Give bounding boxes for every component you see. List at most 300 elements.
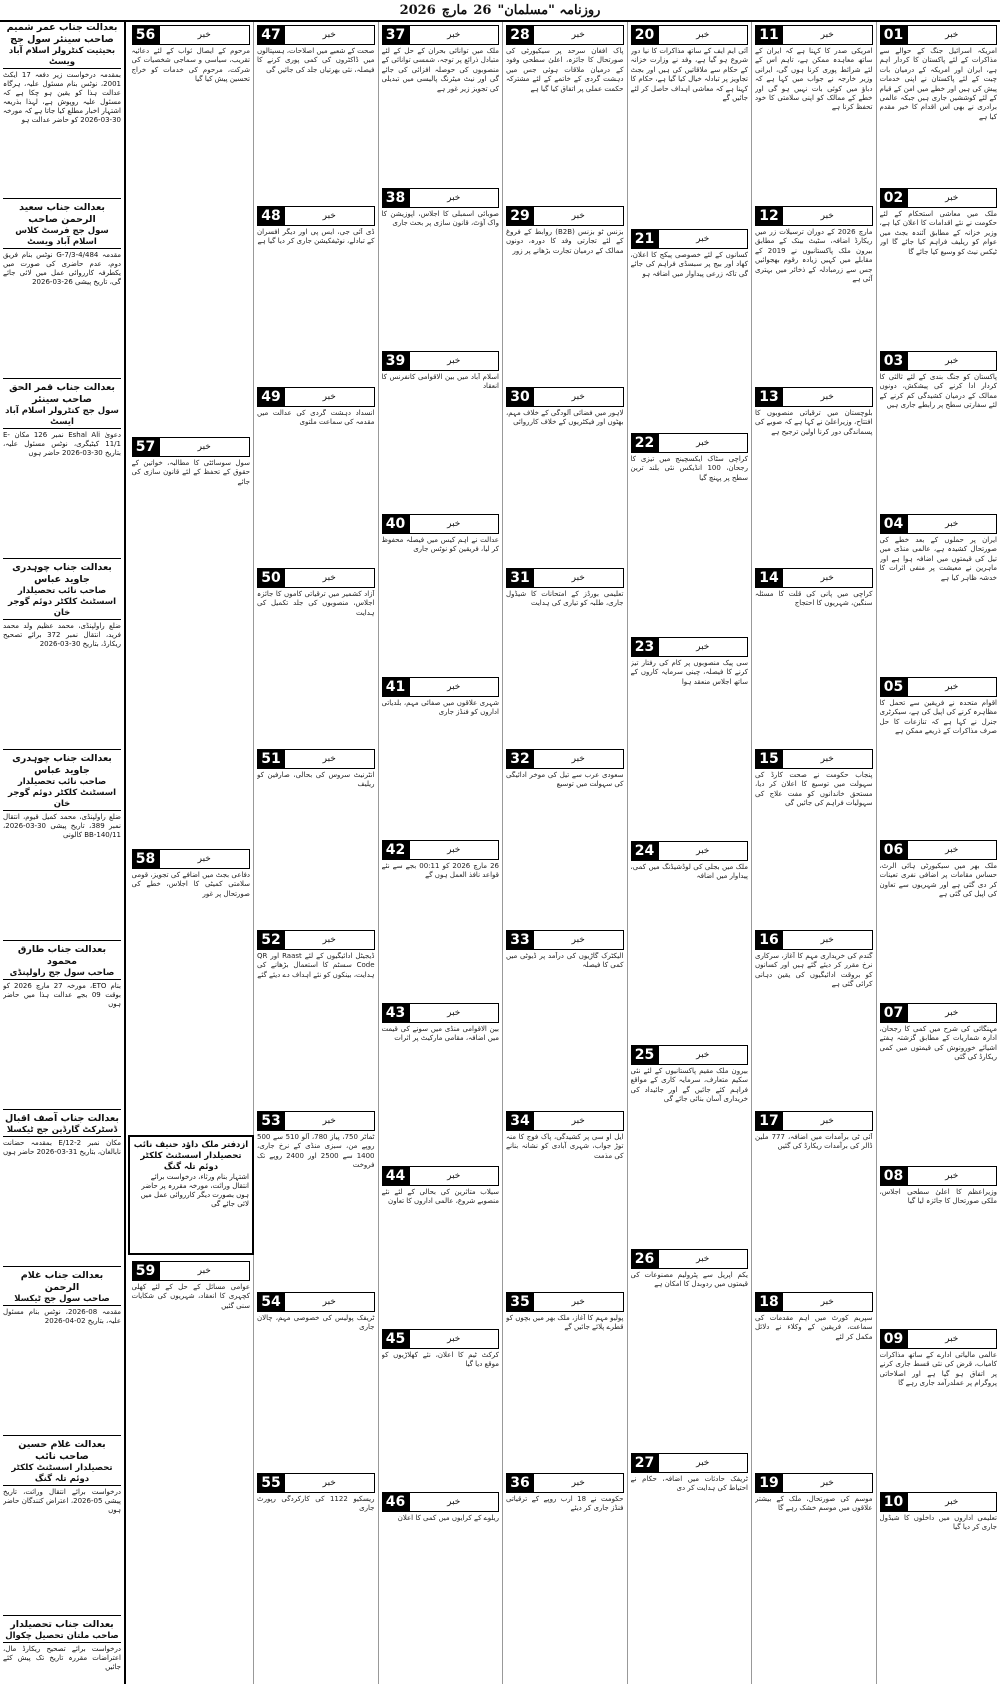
news-item-text: بیرون ملک مقیم پاکستانیوں کے لئے نئی سکیم متعارف، سرمایہ کاری کے مواقع فراہم کئے جائیں گے اور جائیداد کی خریداری آسان بنائی جائے گی xyxy=(630,1067,748,1104)
news-item-number: 35 xyxy=(506,1292,534,1312)
news-item-label: خبر xyxy=(908,351,998,371)
news-item-number: 24 xyxy=(631,841,659,861)
news-item-text: مہنگائی کی شرح میں کمی کا رجحان، ادارہ شماریات کے مطابق گزشتہ ہفتے اشیائے خورونوش کی قیمتوں میں کمی ریکارڈ کی گئی xyxy=(879,1025,997,1062)
news-item xyxy=(506,1473,624,1651)
news-item-badge xyxy=(880,351,998,371)
news-item xyxy=(506,1111,624,1289)
news-item-label: خبر xyxy=(534,387,624,407)
legal-notice-court: بعدالت جناب چوہدری جاوید عباس xyxy=(12,562,112,585)
news-item-text: تعلیمی بورڈز کے امتحانات کا شیڈول جاری، طلبہ کو تیاری کی ہدایت xyxy=(506,590,624,608)
news-item xyxy=(506,568,624,746)
news-column xyxy=(751,22,876,1684)
news-item-text: شہری علاقوں میں صفائی مہم، بلدیاتی اداروں کو فنڈز جاری xyxy=(381,699,499,717)
news-item-text: لاہور میں فضائی آلودگی کے خلاف مہم، بھٹوں اور فیکٹریوں کے خلاف کارروائی xyxy=(506,409,624,427)
legal-notice-court: بعدالت جناب آصف اقبال xyxy=(5,1113,119,1124)
news-item-number: 22 xyxy=(631,433,659,453)
news-item-text: کسانوں کے لئے خصوصی پیکج کا اعلان، کھاد اور بیج پر سبسڈی فراہم کی جائے گی تاکہ زرعی پیداوار میں اضافہ ہو xyxy=(630,251,748,278)
news-column xyxy=(378,22,503,1684)
news-item-label: خبر xyxy=(410,1492,500,1512)
news-item-text: حکومت نے 18 ارب روپے کے ترقیاتی فنڈز جاری کر دیئے xyxy=(506,1495,624,1513)
legal-notice-office: ڈسٹرکٹ گارڈین جج ٹیکسلا xyxy=(3,1125,121,1137)
news-item-number: 14 xyxy=(755,568,783,588)
news-item-badge xyxy=(880,514,998,534)
news-item-number: 48 xyxy=(257,206,285,226)
news-item-label: خبر xyxy=(534,1292,624,1312)
news-item-number: 55 xyxy=(257,1473,285,1493)
news-item-badge xyxy=(506,930,624,950)
news-item-text: کراچی میں پانی کی قلت کا مسئلہ سنگین، شہریوں کا احتجاج xyxy=(755,590,873,608)
news-item-label: خبر xyxy=(659,637,749,657)
news-item-number: 51 xyxy=(257,749,285,769)
news-item-badge xyxy=(257,1292,375,1312)
news-item-badge xyxy=(382,514,500,534)
news-item-text: سول سوسائٹی کا مطالبہ، خواتین کے حقوق کے تحفظ کے لئے قانون سازی کی جائے xyxy=(131,459,250,486)
news-item-number: 09 xyxy=(880,1329,908,1349)
legal-notice-text: ضلع راولپنڈی، محمد عظیم ولد محمد فرید، انتقال نمبر 372 برائے تصحیح ریکارڈ، بتاریخ 30-03-2026 xyxy=(3,622,121,648)
news-item-number: 52 xyxy=(257,930,285,950)
news-item xyxy=(132,437,251,846)
news-column xyxy=(627,22,752,1684)
news-item-number: 36 xyxy=(506,1473,534,1493)
news-item-badge xyxy=(755,25,873,45)
news-item xyxy=(880,1166,998,1326)
news-item-label: خبر xyxy=(908,25,998,45)
news-item-number: 41 xyxy=(382,677,410,697)
news-item-number: 56 xyxy=(132,25,160,45)
news-item xyxy=(755,1292,873,1470)
news-item xyxy=(631,1045,749,1246)
news-item-badge xyxy=(257,568,375,588)
legal-notice-office: بحیثیت کنٹرولر اسلام آباد ویسٹ xyxy=(3,46,121,69)
news-item xyxy=(755,1111,873,1289)
news-item-label: خبر xyxy=(908,1329,998,1349)
news-item-number: 43 xyxy=(382,1003,410,1023)
legal-notice-court: بعدالت غلام حسین صاحب نائب xyxy=(18,1439,106,1462)
news-item-badge xyxy=(755,568,873,588)
news-item-label: خبر xyxy=(783,206,873,226)
news-item-number: 25 xyxy=(631,1045,659,1065)
news-item-label: خبر xyxy=(908,677,998,697)
news-item-badge xyxy=(631,841,749,861)
boxed-notice-text: اشتہار بنام ورثاء، درخواست برائے انتقال وراثت، مورخہ مقررہ پر حاضر ہوں بصورت دیگر کارروائی عمل میں لائی جائے گی xyxy=(140,1173,249,1208)
news-item-number: 50 xyxy=(257,568,285,588)
legal-notice xyxy=(3,382,121,559)
news-item-number: 29 xyxy=(506,206,534,226)
news-item-text: ایران پر حملوں کے بعد خطے کی صورتحال کشیدہ ہے، عالمی منڈی میں تیل کی قیمتوں میں اضافہ ہوا ہے اور ماہرین نے معیشت پر منفی اثرات کا خدشہ ظاہر کیا ہے xyxy=(879,536,997,582)
news-item-number: 20 xyxy=(631,25,659,45)
legal-notice xyxy=(3,562,121,750)
legal-notice xyxy=(3,1113,121,1267)
news-item-text: امریکی صدر کا کہنا ہے کہ ایران کے ساتھ معاہدہ ممکن ہے، تاہم اس کے لئے شرائط پوری کرنا ہوں گی، ایرانی وزیر خارجہ نے جواب میں کہا ہے کہ دباؤ میں کوئی بات نہیں ہو گی اور خطے کے ممالک کو اپنی سلامتی کا خود تحفظ کرنا ہے xyxy=(755,47,873,112)
news-item-badge xyxy=(506,1292,624,1312)
news-item-number: 45 xyxy=(382,1329,410,1349)
legal-notice xyxy=(3,1270,121,1436)
news-item-number: 33 xyxy=(506,930,534,950)
news-item-text: بین الاقوامی منڈی میں سونے کی قیمت میں اضافہ، مقامی مارکیٹ پر اثرات xyxy=(381,1025,499,1043)
news-item-label: خبر xyxy=(783,1111,873,1131)
legal-notice-text: دعویٰ Eshal Ali نمبر 126 مکان E-11/1 کیٹیگری، نوٹس مسئول علیہ، بتاریخ 30-03-2026 حاضر ہوں xyxy=(3,431,121,457)
news-item-text: عدالت نے اہم کیس میں فیصلہ محفوظ کر لیا، فریقین کو نوٹس جاری xyxy=(381,536,499,554)
news-item xyxy=(382,351,500,511)
news-item-number: 58 xyxy=(132,849,160,869)
news-item-text: آزاد کشمیر میں ترقیاتی کاموں کا جائزہ اجلاس، منصوبوں کی جلد تکمیل کی ہدایت xyxy=(257,590,375,617)
legal-notice xyxy=(3,1439,121,1616)
news-item-label: خبر xyxy=(285,1292,375,1312)
legal-notice-court: بعدالت جناب غلام الرحمن xyxy=(20,1270,104,1293)
news-item-number: 10 xyxy=(880,1492,908,1512)
news-item-number: 42 xyxy=(382,840,410,860)
news-item xyxy=(382,677,500,837)
legal-notice xyxy=(3,1619,121,1684)
news-item-badge xyxy=(755,1111,873,1131)
news-item-number: 28 xyxy=(506,25,534,45)
date-month: مارچ xyxy=(441,2,468,18)
news-item xyxy=(382,25,500,185)
legal-notice-office: صاحب ملتان تحصیل چکوال xyxy=(3,1631,121,1643)
news-item xyxy=(880,1492,998,1652)
news-item-number: 06 xyxy=(880,840,908,860)
news-item xyxy=(880,677,998,837)
news-item-label: خبر xyxy=(659,229,749,249)
news-item-text: سعودی عرب سے تیل کی موخر ادائیگی کی سہولت میں توسیع xyxy=(506,771,624,789)
news-item-badge xyxy=(257,387,375,407)
news-item-number: 13 xyxy=(755,387,783,407)
news-item xyxy=(382,1003,500,1163)
news-item-badge xyxy=(382,25,500,45)
news-item-number: 53 xyxy=(257,1111,285,1131)
news-item-label: خبر xyxy=(285,568,375,588)
news-item-badge xyxy=(880,188,998,208)
news-item-label: خبر xyxy=(783,749,873,769)
news-item-badge xyxy=(755,1473,873,1493)
news-item-text: اقوام متحدہ نے فریقین سے تحمل کا مظاہرہ کرنے کی اپیل کی ہے، سیکرٹری جنرل نے کہا ہے کہ تنازعات کا حل صرف مذاکرات کے ذریعے ممکن ہے xyxy=(879,699,997,736)
legal-notice-court: بعدالت جناب طارق محمود xyxy=(17,944,107,967)
news-item xyxy=(382,840,500,1000)
legal-notice-office: سول جج فرسٹ کلاس اسلام آباد ویسٹ xyxy=(3,226,121,249)
legal-notice-text: درخواست برائے تصحیح ریکارڈ مال، اعتراضات مقررہ تاریخ تک پیش کئے جائیں xyxy=(3,1645,121,1671)
news-item xyxy=(257,206,375,384)
news-item-label: خبر xyxy=(285,1111,375,1131)
news-item-badge xyxy=(506,387,624,407)
legal-notice-court: بعدالت جناب قمر الحق صاحب سینئر xyxy=(9,382,115,405)
news-item xyxy=(257,568,375,746)
news-item xyxy=(631,25,749,226)
news-item-number: 47 xyxy=(257,25,285,45)
legal-notice-text: درخواست برائے انتقال وراثت، تاریخ پیشی 05-2026، اعتراض کنندگان حاضر ہوں xyxy=(3,1488,121,1514)
news-item-label: خبر xyxy=(659,433,749,453)
news-item-label: خبر xyxy=(783,387,873,407)
news-item-label: خبر xyxy=(410,514,500,534)
news-item-text: پاک افغان سرحد پر سیکیورٹی کی صورتحال کا جائزہ، اعلیٰ سطحی وفود کے درمیان ملاقات ہوئی جس میں دہشت گردی کے خاتمے کے لئے مشترکہ حکمت عملی پر اتفاق کیا گیا ہے xyxy=(506,47,624,93)
news-item-label: خبر xyxy=(285,25,375,45)
news-item xyxy=(631,1249,749,1450)
legal-notice-court: بعدالت جناب عمر شمیم صاحب سینئر سول جج xyxy=(6,22,118,45)
news-item-text: کرکٹ ٹیم کا اعلان، نئے کھلاڑیوں کو موقع دیا گیا xyxy=(381,1351,499,1369)
news-item-number: 49 xyxy=(257,387,285,407)
news-item-number: 40 xyxy=(382,514,410,534)
news-item-label: خبر xyxy=(659,1249,749,1269)
news-item-label: خبر xyxy=(908,1492,998,1512)
news-item-label: خبر xyxy=(410,25,500,45)
news-item-label: خبر xyxy=(410,351,500,371)
news-item xyxy=(755,387,873,565)
news-item-text: ڈیجیٹل ادائیگیوں کے لئے Raast اور QR Code سسٹم کا استعمال بڑھانے کی ہدایت، بینکوں کو نئے اہداف دے دیئے گئے xyxy=(257,952,375,979)
news-items-grid xyxy=(128,22,1000,1684)
news-item-label: خبر xyxy=(410,1329,500,1349)
legal-notice xyxy=(3,753,121,941)
news-item xyxy=(257,25,375,203)
news-item-badge xyxy=(755,930,873,950)
news-item-text: تعلیمی اداروں میں داخلوں کا شیڈول جاری کر دیا گیا xyxy=(879,1514,997,1532)
news-item-badge xyxy=(631,229,749,249)
news-item-label: خبر xyxy=(160,25,251,45)
news-item-label: خبر xyxy=(908,1166,998,1186)
news-item-number: 18 xyxy=(755,1292,783,1312)
news-item-text: ٹریفک پولیس کی خصوصی مہم، چالان جاری xyxy=(257,1314,375,1332)
news-item xyxy=(631,229,749,430)
news-item-badge xyxy=(382,1166,500,1186)
news-item-text: ریلوے کے کرایوں میں کمی کا اعلان xyxy=(397,1514,499,1522)
news-item-badge xyxy=(382,1492,500,1512)
legal-notice-text: مکان نمبر 2-E/12 بمقدمہ حضانت نابالغان، بتاریخ 31-03-2026 حاضر ہوں xyxy=(3,1139,121,1156)
news-item xyxy=(880,1329,998,1489)
news-item xyxy=(755,930,873,1108)
news-item-label: خبر xyxy=(783,1292,873,1312)
news-item xyxy=(506,387,624,565)
news-item-badge xyxy=(506,568,624,588)
legal-notice-text: مقدمہ 08-2026، نوٹس بنام مسئول علیہ، بتاریخ 02-04-2026 xyxy=(3,1308,121,1325)
legal-notice xyxy=(3,202,121,379)
news-item-text: صوبائی اسمبلی کا اجلاس، اپوزیشن کا واک آؤٹ، قانون سازی پر بحث جاری xyxy=(381,210,499,228)
news-item-number: 44 xyxy=(382,1166,410,1186)
legal-notice-text: ضلع راولپنڈی، محمد کمیل قیوم، انتقال نمبر 389، تاریخ پیشی 30-03-2026، BB-140/11 کالونی xyxy=(3,813,121,839)
news-item xyxy=(132,1261,251,1670)
news-item xyxy=(755,749,873,927)
news-item-number: 37 xyxy=(382,25,410,45)
news-item-label: خبر xyxy=(534,206,624,226)
news-item-badge xyxy=(506,1473,624,1493)
news-item xyxy=(257,387,375,565)
news-item-badge xyxy=(382,351,500,371)
news-item-badge xyxy=(382,840,500,860)
news-item-badge xyxy=(382,1329,500,1349)
news-item-badge xyxy=(382,677,500,697)
news-item-text: سیلاب متاثرین کی بحالی کے لئے نئے منصوبے شروع، عالمی اداروں کا تعاون xyxy=(381,1188,499,1206)
news-item-text: آئی ایم ایف کے ساتھ مذاکرات کا نیا دور شروع ہو گیا ہے، وفد نے وزارت خزانہ کے حکام سے ملاقاتیں کی ہیں اور بجٹ تجاویز پر تبادلہ خیال کیا گیا ہے، حکام کا کہنا ہے کہ معاشی اہداف حاصل کر لئے جائیں گے xyxy=(630,47,748,103)
legal-notice-court: بعدالت جناب تحصیلدار xyxy=(10,1619,114,1630)
news-item-text: الیکٹرک گاڑیوں کی درآمد پر ڈیوٹی میں کمی کا فیصلہ xyxy=(506,952,624,970)
news-item-badge xyxy=(880,25,998,45)
news-item-number: 34 xyxy=(506,1111,534,1131)
news-column xyxy=(876,22,1000,1684)
news-item-badge xyxy=(257,206,375,226)
legal-notice xyxy=(3,944,121,1110)
news-item-text: ڈی آئی جی، ایس پی اور دیگر افسران کے تبادلے، نوٹیفکیشن جاری کر دیا گیا ہے xyxy=(257,228,375,246)
news-item-number: 31 xyxy=(506,568,534,588)
news-item xyxy=(755,1473,873,1651)
news-item-number: 01 xyxy=(880,25,908,45)
legal-notice-office: صاحب سول جج ٹیکسلا xyxy=(3,1294,121,1306)
news-item xyxy=(506,206,624,384)
legal-notice-text: بمقدمہ درخواست زیر دفعہ 17 ایکٹ 2001، نوٹس بنام مسئول علیہ، ہرگاہ عدالت ہذا کو یقین ہو چکا ہے کہ مسئول علیہ روپوش ہے، لہذا بذریعہ اشتہار اخبار مطلع کیا جاتا ہے کہ مورخہ 30-03-2026 کو حاضر عدالت ہو xyxy=(3,71,121,124)
news-item-number: 54 xyxy=(257,1292,285,1312)
boxed-notice-title: ازدفتر ملک داؤد حنیف نائب تحصیلدار اسسٹنٹ کلکٹر دوئم تلہ گنگ xyxy=(133,1140,249,1172)
news-item-number: 23 xyxy=(631,637,659,657)
news-item-number: 59 xyxy=(132,1261,160,1281)
legal-notice xyxy=(3,22,121,199)
news-item xyxy=(506,749,624,927)
news-item-text: ریسکیو 1122 کی کارکردگی رپورٹ جاری xyxy=(257,1495,375,1513)
news-item-number: 21 xyxy=(631,229,659,249)
date-year: 2026 xyxy=(399,2,436,18)
news-item-label: خبر xyxy=(659,841,749,861)
news-item-number: 17 xyxy=(755,1111,783,1131)
news-item-label: خبر xyxy=(783,1473,873,1493)
news-item-label: خبر xyxy=(659,1045,749,1065)
news-item-label: خبر xyxy=(410,188,500,208)
news-item-label: خبر xyxy=(783,930,873,950)
news-item-badge xyxy=(506,749,624,769)
news-item-label: خبر xyxy=(783,25,873,45)
news-item-number: 03 xyxy=(880,351,908,371)
news-item xyxy=(631,841,749,1042)
news-item-text: گندم کی خریداری مہم کا آغاز، سرکاری نرخ مقرر کر دیئے گئے ہیں اور کسانوں کو بروقت ادائیگیوں کی یقین دہانی کرائی گئی ہے xyxy=(755,952,873,989)
news-item-badge xyxy=(755,206,873,226)
news-item-text: ملک میں بجلی کی لوڈشیڈنگ میں کمی، پیداوار میں اضافہ xyxy=(630,863,748,881)
news-item xyxy=(880,1003,998,1163)
news-item-badge xyxy=(631,25,749,45)
legal-notice-office: تحصیلدار اسسٹنٹ کلکٹر دوئم تلہ گنگ xyxy=(3,1463,121,1486)
news-item-label: خبر xyxy=(160,1261,251,1281)
news-item-text: ملک میں توانائی بحران کے حل کے لئے متبادل ذرائع پر توجہ، شمسی توانائی کے منصوبوں کی حوصلہ افزائی کی جائے گی اور نیٹ میٹرنگ پالیسی میں تبدیلی کی تجویز زیر غور ہے xyxy=(381,47,499,93)
news-item-text: مرحوم کے ایصال ثواب کے لئے دعائیہ تقریب، سیاسی و سماجی شخصیات کی شرکت، مرحوم کی خدمات کو خراج تحسین پیش کیا گیا xyxy=(131,47,250,84)
news-item-number: 08 xyxy=(880,1166,908,1186)
news-item-text: مارچ 2026 کے دوران ترسیلات زر میں ریکارڈ اضافہ، سٹیٹ بینک کے مطابق بیرون ملک پاکستانیوں نے 2019 کے مقابلے میں کہیں زیادہ رقوم بھجوائیں جس سے زرمبادلہ کے ذخائر میں بہتری آئی ہے xyxy=(755,228,873,284)
news-item-number: 07 xyxy=(880,1003,908,1023)
news-item-number: 02 xyxy=(880,188,908,208)
legal-notice-text: مقدمہ 484/G-7/3-4 نوٹس بنام فریق دوم، عدم حاضری کی صورت میں یکطرفہ کارروائی عمل میں لائی جائے گی، تاریخ پیشی 26-03-2026 xyxy=(3,251,121,286)
news-item xyxy=(382,1329,500,1489)
news-item-label: خبر xyxy=(659,25,749,45)
news-item-badge xyxy=(257,1473,375,1493)
news-item-number: 04 xyxy=(880,514,908,534)
legal-notice-office: صاحب نائب تحصیلدار اسسٹنٹ کلکٹر دوئم گوجر خان xyxy=(3,777,121,811)
news-item-label: خبر xyxy=(534,749,624,769)
news-item-badge xyxy=(506,25,624,45)
news-item xyxy=(755,206,873,384)
legal-notice-office: صاحب نائب تحصیلدار اسسٹنٹ کلکٹر دوئم گوجر خان xyxy=(3,586,121,620)
news-item-badge xyxy=(631,433,749,453)
news-item-text: بلوچستان میں ترقیاتی منصوبوں کا افتتاح، وزیراعلیٰ نے کہا ہے کہ صوبے کی پسماندگی دور کرنا اولین ترجیح ہے xyxy=(755,409,873,436)
news-item-text: امریکہ اسرائیل جنگ کے حوالے سے مذاکرات کے لئے پاکستان کا کردار اہم ہے، ایران اور امریکہ کے درمیان بات چیت کے لئے پاکستان نے اپنی خدمات پیش کی ہیں اور خطے میں امن کے قیام کے لئے کوششیں جاری ہیں جبکہ عالمی برادری نے بھی اس اقدام کا خیر مقدم کیا ہے xyxy=(879,47,997,121)
legal-notice-text: بنام ETO، مورخہ 27 مارچ 2026 کو بوقت 09 بجے عدالت ہذا میں حاضر ہوں xyxy=(3,982,121,1008)
news-item-badge xyxy=(257,749,375,769)
news-item-number: 30 xyxy=(506,387,534,407)
news-item-badge xyxy=(880,677,998,697)
news-item-label: خبر xyxy=(285,387,375,407)
legal-notice-office: سول جج کنٹرولر اسلام آباد ایسٹ xyxy=(3,406,121,429)
news-item-badge xyxy=(755,749,873,769)
news-item xyxy=(132,25,251,434)
news-item-label: خبر xyxy=(410,677,500,697)
legal-notice-court: بعدالت جناب چوہدری جاوید عباس xyxy=(12,753,112,776)
newspaper-title: روزنامہ "مسلمان" xyxy=(497,2,601,18)
news-item-text: ایل او سی پر کشیدگی، پاک فوج کا منہ توڑ جواب، شہری آبادی کو نشانہ بنانے کی مذمت xyxy=(506,1133,624,1160)
news-item-label: خبر xyxy=(534,568,624,588)
news-item-label: خبر xyxy=(410,1003,500,1023)
news-column xyxy=(129,22,254,1684)
news-item-badge xyxy=(880,1166,998,1186)
news-item-text: اسلام آباد میں بین الاقوامی کانفرنس کا انعقاد xyxy=(381,373,499,391)
news-item-text: انٹرنیٹ سروس کی بحالی، صارفین کو ریلیف xyxy=(257,771,375,789)
news-item-badge xyxy=(257,930,375,950)
news-item xyxy=(880,351,998,511)
news-item-badge xyxy=(755,387,873,407)
news-item-text: آئی ٹی برآمدات میں اضافہ، 777 ملین ڈالر کی برآمدات ریکارڈ کی گئیں xyxy=(755,1133,873,1151)
news-item-text: سپریم کورٹ میں اہم مقدمات کی سماعت، فریقین کے وکلاء نے دلائل مکمل کر لئے xyxy=(755,1314,873,1341)
news-item-text: ملک میں معاشی استحکام کے لئے حکومت نے نئے اقدامات کا اعلان کیا ہے، وزیر خزانہ کے مطابق آئندہ بجٹ میں عوام کو ریلیف فراہم کیا جائے گا اور ٹیکس نیٹ کو وسیع کیا جائے گا xyxy=(879,210,997,256)
news-item-text: پولیو مہم کا آغاز، ملک بھر میں بچوں کو قطرے پلائے جائیں گے xyxy=(506,1314,624,1332)
news-item-text: عوامی مسائل کے حل کے لئے کھلی کچہری کا انعقاد، شہریوں کی شکایات سنی گئیں xyxy=(131,1283,250,1310)
boxed-notice xyxy=(128,1135,254,1255)
news-item-number: 26 xyxy=(631,1249,659,1269)
news-item xyxy=(382,1166,500,1326)
news-item xyxy=(880,188,998,348)
news-item-label: خبر xyxy=(410,840,500,860)
news-item-text: موسم کی صورتحال، ملک کے بیشتر علاقوں میں موسم خشک رہے گا xyxy=(755,1495,873,1513)
news-item-text: پاکستان کو جنگ بندی کے لئے ثالثی کا کردار ادا کرنے کی پیشکش، دونوں ممالک کے درمیان کشیدگی کم کرنے کے لئے سفارتی سطح پر رابطے جاری ہیں xyxy=(879,373,997,410)
news-item-badge xyxy=(880,1492,998,1512)
news-item-label: خبر xyxy=(534,1111,624,1131)
news-item-text: 26 مارچ 2026 کو 00:11 بجے سے نئے قواعد نافذ العمل ہوں گے xyxy=(381,862,499,880)
news-item-number: 05 xyxy=(880,677,908,697)
legal-notice-court: بعدالت جناب سعید الرحمن صاحب xyxy=(19,202,105,225)
news-item-text: پنجاب حکومت نے صحت کارڈ کی سہولت میں توسیع کا اعلان کر دیا، مستحق خاندانوں کو مفت علاج کی سہولیات فراہم کی جائیں گی xyxy=(755,771,873,808)
news-item-badge xyxy=(132,437,251,457)
news-item-badge xyxy=(382,1003,500,1023)
legal-notices-column xyxy=(0,22,126,1684)
news-item-text: یکم اپریل سے پٹرولیم مصنوعات کی قیمتوں میں ردوبدل کا امکان ہے xyxy=(630,1271,748,1289)
news-item-badge xyxy=(631,1453,749,1473)
news-item-badge xyxy=(506,206,624,226)
news-item xyxy=(755,25,873,203)
news-item-text: وزیراعظم کا اعلیٰ سطحی اجلاس، ملکی صورتحال کا جائزہ لیا گیا xyxy=(879,1188,997,1206)
news-item xyxy=(631,433,749,634)
news-item-badge xyxy=(132,1261,251,1281)
news-item-label: خبر xyxy=(285,930,375,950)
news-item-text: عالمی مالیاتی ادارے کے ساتھ مذاکرات کامیاب، قرض کی نئی قسط جاری کرنے پر اتفاق ہو گیا ہے اور اصلاحاتی پروگرام پر عملدرآمد جاری رہے گا xyxy=(879,1351,997,1388)
news-item-number: 12 xyxy=(755,206,783,226)
news-item-label: خبر xyxy=(908,840,998,860)
news-item-badge xyxy=(631,1045,749,1065)
news-item-text: ٹماٹر 750، پیاز 780، آلو 510 سے 500 روپے من، سبزی منڈی کے نرخ جاری، 1400 سے 2500 اور 2400 روپے تک فروخت xyxy=(257,1133,375,1170)
news-item-number: 46 xyxy=(382,1492,410,1512)
news-item-number: 57 xyxy=(132,437,160,457)
news-item-label: خبر xyxy=(783,568,873,588)
news-item xyxy=(880,840,998,1000)
news-item-badge xyxy=(880,840,998,860)
news-item-badge xyxy=(132,25,251,45)
news-item-badge xyxy=(631,637,749,657)
news-item-label: خبر xyxy=(908,1003,998,1023)
news-item-text: دفاعی بجٹ میں اضافے کی تجویز، قومی سلامتی کمیٹی کا اجلاس، خطے کی صورتحال پر غور xyxy=(131,871,250,898)
news-column xyxy=(502,22,627,1684)
news-item-label: خبر xyxy=(534,930,624,950)
news-item-number: 27 xyxy=(631,1453,659,1473)
news-item-label: خبر xyxy=(285,749,375,769)
date-day: 26 xyxy=(473,2,492,18)
news-item-text: ٹریفک حادثات میں اضافہ، حکام نے احتیاط کی ہدایت کر دی xyxy=(630,1475,748,1493)
